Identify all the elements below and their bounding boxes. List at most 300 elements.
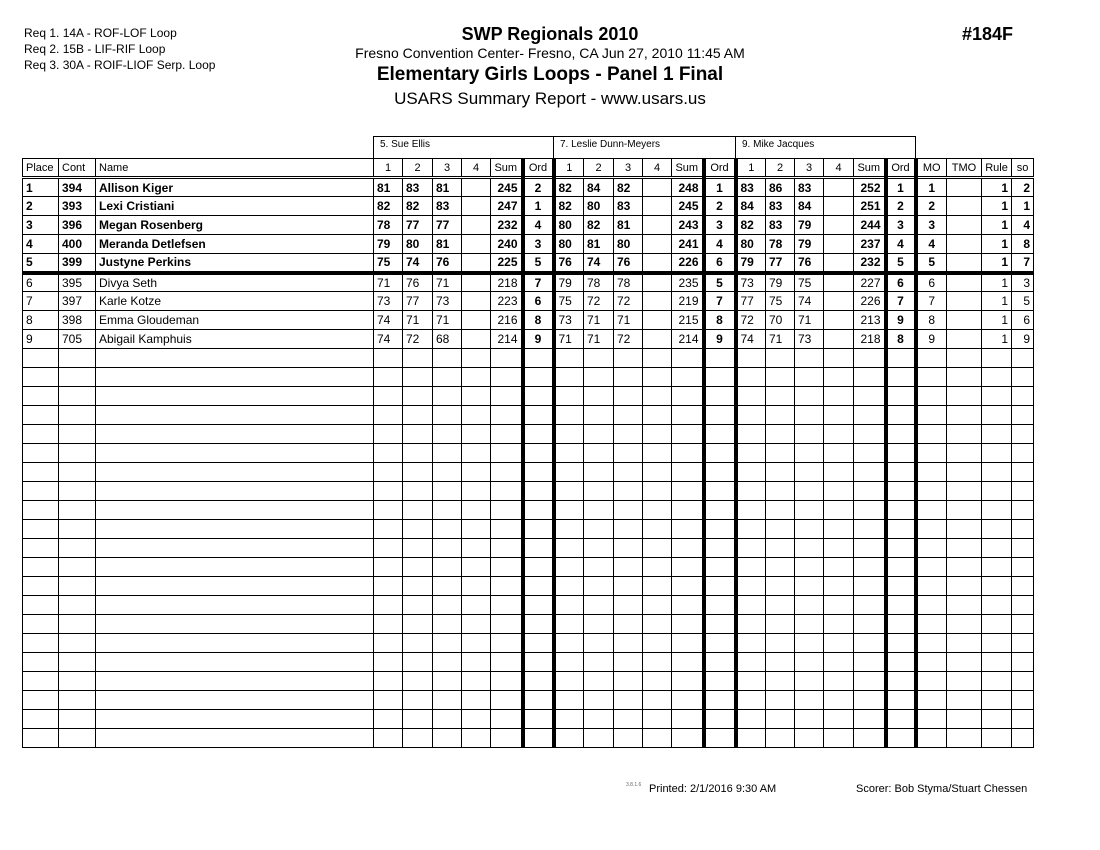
empty-cell bbox=[916, 596, 947, 615]
empty-cell bbox=[672, 349, 704, 368]
empty-cell bbox=[584, 634, 614, 653]
empty-cell bbox=[23, 463, 59, 482]
empty-cell bbox=[704, 482, 736, 501]
empty-cell bbox=[403, 463, 433, 482]
empty-cell bbox=[523, 653, 554, 672]
score-cell: 84 bbox=[584, 178, 614, 197]
empty-cell bbox=[736, 691, 766, 710]
empty-cell bbox=[947, 444, 982, 463]
empty-cell bbox=[614, 710, 643, 729]
empty-cell bbox=[947, 653, 982, 672]
empty-cell bbox=[854, 653, 886, 672]
score-cell: 71 bbox=[766, 330, 795, 349]
sum-cell: 247 bbox=[491, 197, 523, 216]
score-cell bbox=[462, 254, 491, 273]
so-cell: 7 bbox=[1012, 254, 1034, 273]
empty-cell bbox=[403, 615, 433, 634]
empty-row bbox=[23, 577, 1034, 596]
empty-cell bbox=[947, 501, 982, 520]
empty-cell bbox=[59, 520, 96, 539]
empty-row bbox=[23, 558, 1034, 577]
empty-cell bbox=[59, 482, 96, 501]
score-cell: 81 bbox=[374, 178, 403, 197]
empty-cell bbox=[59, 653, 96, 672]
place-cell: 1 bbox=[23, 178, 59, 197]
skater-name-cell: Meranda Detlefsen bbox=[96, 235, 374, 254]
empty-cell bbox=[1012, 425, 1034, 444]
event-title: Elementary Girls Loops - Panel 1 Final bbox=[376, 64, 724, 85]
empty-cell bbox=[462, 444, 491, 463]
score-cell bbox=[643, 235, 672, 254]
empty-cell bbox=[982, 463, 1012, 482]
empty-cell bbox=[1012, 729, 1034, 748]
empty-cell bbox=[916, 387, 947, 406]
empty-cell bbox=[916, 349, 947, 368]
empty-cell bbox=[614, 577, 643, 596]
empty-row bbox=[23, 482, 1034, 501]
empty-cell bbox=[96, 501, 374, 520]
col-j1-2: 2 bbox=[403, 159, 433, 178]
empty-cell bbox=[704, 425, 736, 444]
empty-cell bbox=[403, 729, 433, 748]
empty-cell bbox=[947, 520, 982, 539]
empty-cell bbox=[584, 482, 614, 501]
empty-cell bbox=[554, 672, 584, 691]
empty-cell bbox=[491, 634, 523, 653]
empty-cell bbox=[704, 672, 736, 691]
score-cell: 78 bbox=[584, 273, 614, 292]
tmo-cell bbox=[947, 216, 982, 235]
empty-cell bbox=[916, 691, 947, 710]
place-cell: 2 bbox=[23, 197, 59, 216]
empty-cell bbox=[1012, 634, 1034, 653]
empty-cell bbox=[886, 672, 916, 691]
empty-cell bbox=[23, 406, 59, 425]
ordinal-cell: 5 bbox=[704, 273, 736, 292]
empty-cell bbox=[523, 558, 554, 577]
sum-cell: 252 bbox=[854, 178, 886, 197]
empty-cell bbox=[523, 596, 554, 615]
empty-cell bbox=[643, 349, 672, 368]
empty-cell bbox=[403, 501, 433, 520]
ordinal-cell: 2 bbox=[523, 178, 554, 197]
empty-cell bbox=[523, 672, 554, 691]
empty-cell bbox=[523, 615, 554, 634]
empty-cell bbox=[374, 672, 403, 691]
empty-cell bbox=[523, 368, 554, 387]
empty-cell bbox=[854, 425, 886, 444]
empty-cell bbox=[403, 406, 433, 425]
empty-cell bbox=[462, 368, 491, 387]
empty-cell bbox=[59, 368, 96, 387]
score-cell: 72 bbox=[736, 311, 766, 330]
empty-cell bbox=[672, 425, 704, 444]
score-cell: 73 bbox=[795, 330, 824, 349]
empty-cell bbox=[643, 577, 672, 596]
empty-cell bbox=[614, 729, 643, 748]
score-cell bbox=[824, 216, 854, 235]
empty-cell bbox=[374, 368, 403, 387]
empty-cell bbox=[854, 672, 886, 691]
empty-cell bbox=[374, 520, 403, 539]
empty-cell bbox=[584, 425, 614, 444]
empty-cell bbox=[982, 615, 1012, 634]
score-cell: 78 bbox=[766, 235, 795, 254]
empty-cell bbox=[916, 710, 947, 729]
ordinal-cell: 1 bbox=[523, 197, 554, 216]
score-cell: 82 bbox=[584, 216, 614, 235]
empty-cell bbox=[614, 482, 643, 501]
empty-cell bbox=[766, 520, 795, 539]
empty-cell bbox=[374, 634, 403, 653]
empty-cell bbox=[795, 615, 824, 634]
score-cell: 83 bbox=[614, 197, 643, 216]
score-cell: 84 bbox=[795, 197, 824, 216]
ordinal-cell: 3 bbox=[886, 216, 916, 235]
empty-cell bbox=[59, 463, 96, 482]
empty-cell bbox=[854, 539, 886, 558]
empty-cell bbox=[614, 672, 643, 691]
score-cell: 79 bbox=[795, 235, 824, 254]
empty-cell bbox=[854, 691, 886, 710]
score-cell: 76 bbox=[795, 254, 824, 273]
ordinal-cell: 6 bbox=[886, 273, 916, 292]
empty-cell bbox=[916, 425, 947, 444]
empty-cell bbox=[614, 444, 643, 463]
empty-cell bbox=[96, 729, 374, 748]
empty-cell bbox=[916, 577, 947, 596]
sum-cell: 235 bbox=[672, 273, 704, 292]
empty-cell bbox=[374, 387, 403, 406]
rule-cell: 1 bbox=[982, 273, 1012, 292]
score-cell: 74 bbox=[403, 254, 433, 273]
empty-cell bbox=[916, 520, 947, 539]
empty-cell bbox=[736, 596, 766, 615]
col-j1-4: 4 bbox=[462, 159, 491, 178]
empty-cell bbox=[704, 691, 736, 710]
score-cell bbox=[643, 178, 672, 197]
empty-cell bbox=[491, 596, 523, 615]
col-j2-sum: Sum bbox=[672, 159, 704, 178]
score-cell: 82 bbox=[554, 197, 584, 216]
empty-cell bbox=[947, 615, 982, 634]
empty-cell bbox=[96, 368, 374, 387]
empty-cell bbox=[736, 634, 766, 653]
empty-cell bbox=[704, 520, 736, 539]
empty-cell bbox=[886, 482, 916, 501]
skater-name-cell: Lexi Cristiani bbox=[96, 197, 374, 216]
empty-cell bbox=[96, 425, 374, 444]
empty-cell bbox=[704, 539, 736, 558]
empty-cell bbox=[824, 634, 854, 653]
empty-cell bbox=[23, 729, 59, 748]
empty-cell bbox=[554, 691, 584, 710]
place-cell: 4 bbox=[23, 235, 59, 254]
score-cell: 73 bbox=[374, 292, 403, 311]
empty-cell bbox=[982, 501, 1012, 520]
score-cell bbox=[643, 292, 672, 311]
empty-cell bbox=[523, 349, 554, 368]
empty-cell bbox=[523, 710, 554, 729]
empty-cell bbox=[854, 634, 886, 653]
empty-cell bbox=[982, 710, 1012, 729]
empty-cell bbox=[23, 615, 59, 634]
empty-cell bbox=[704, 444, 736, 463]
tmo-cell bbox=[947, 254, 982, 273]
col-name: Name bbox=[96, 159, 374, 178]
empty-cell bbox=[584, 387, 614, 406]
score-cell bbox=[462, 292, 491, 311]
so-cell: 4 bbox=[1012, 216, 1034, 235]
rule-cell: 1 bbox=[982, 311, 1012, 330]
empty-cell bbox=[584, 501, 614, 520]
sum-cell: 232 bbox=[854, 254, 886, 273]
contestant-number-cell: 393 bbox=[59, 197, 96, 216]
score-cell: 75 bbox=[374, 254, 403, 273]
score-cell bbox=[462, 216, 491, 235]
empty-cell bbox=[886, 444, 916, 463]
empty-cell bbox=[824, 349, 854, 368]
col-j1-sum: Sum bbox=[491, 159, 523, 178]
event-number: #184F bbox=[962, 24, 1014, 44]
table-row bbox=[23, 216, 1034, 235]
score-cell bbox=[462, 197, 491, 216]
empty-cell bbox=[433, 444, 462, 463]
empty-cell bbox=[643, 444, 672, 463]
empty-cell bbox=[584, 539, 614, 558]
score-cell bbox=[462, 235, 491, 254]
empty-cell bbox=[374, 501, 403, 520]
empty-cell bbox=[491, 463, 523, 482]
score-cell: 81 bbox=[433, 178, 462, 197]
empty-cell bbox=[554, 520, 584, 539]
empty-cell bbox=[704, 710, 736, 729]
empty-cell bbox=[886, 710, 916, 729]
empty-cell bbox=[736, 729, 766, 748]
empty-cell bbox=[523, 444, 554, 463]
empty-cell bbox=[736, 406, 766, 425]
empty-cell bbox=[886, 406, 916, 425]
empty-cell bbox=[824, 406, 854, 425]
empty-cell bbox=[614, 558, 643, 577]
score-cell: 68 bbox=[433, 330, 462, 349]
mo-cell: 5 bbox=[916, 254, 947, 273]
empty-cell bbox=[403, 539, 433, 558]
empty-cell bbox=[886, 615, 916, 634]
empty-cell bbox=[614, 387, 643, 406]
empty-row bbox=[23, 672, 1034, 691]
col-j1-1: 1 bbox=[374, 159, 403, 178]
empty-cell bbox=[854, 482, 886, 501]
empty-row bbox=[23, 349, 1034, 368]
empty-cell bbox=[23, 368, 59, 387]
empty-cell bbox=[614, 539, 643, 558]
contestant-number-cell: 705 bbox=[59, 330, 96, 349]
empty-cell bbox=[795, 482, 824, 501]
score-cell: 76 bbox=[614, 254, 643, 273]
empty-cell bbox=[824, 425, 854, 444]
empty-cell bbox=[736, 672, 766, 691]
score-cell bbox=[643, 197, 672, 216]
empty-cell bbox=[23, 596, 59, 615]
printed-timestamp: Printed: 2/1/2016 9:30 AM bbox=[649, 783, 777, 795]
empty-cell bbox=[1012, 406, 1034, 425]
empty-cell bbox=[736, 368, 766, 387]
table-row bbox=[23, 292, 1034, 311]
empty-cell bbox=[523, 425, 554, 444]
ordinal-cell: 4 bbox=[886, 235, 916, 254]
empty-cell bbox=[704, 653, 736, 672]
empty-cell bbox=[886, 653, 916, 672]
empty-cell bbox=[1012, 558, 1034, 577]
rule-cell: 1 bbox=[982, 330, 1012, 349]
tmo-cell bbox=[947, 197, 982, 216]
tmo-cell bbox=[947, 292, 982, 311]
empty-cell bbox=[795, 501, 824, 520]
empty-cell bbox=[554, 558, 584, 577]
score-cell bbox=[824, 292, 854, 311]
score-cell: 71 bbox=[584, 311, 614, 330]
score-cell: 74 bbox=[736, 330, 766, 349]
empty-cell bbox=[672, 406, 704, 425]
ordinal-cell: 6 bbox=[523, 292, 554, 311]
empty-cell bbox=[374, 710, 403, 729]
empty-cell bbox=[886, 425, 916, 444]
empty-cell bbox=[795, 634, 824, 653]
score-cell: 72 bbox=[614, 292, 643, 311]
score-cell: 82 bbox=[554, 178, 584, 197]
empty-cell bbox=[23, 539, 59, 558]
empty-row bbox=[23, 615, 1034, 634]
empty-cell bbox=[916, 653, 947, 672]
empty-cell bbox=[982, 558, 1012, 577]
empty-cell bbox=[554, 387, 584, 406]
empty-cell bbox=[403, 596, 433, 615]
rule-cell: 1 bbox=[982, 197, 1012, 216]
contestant-number-cell: 397 bbox=[59, 292, 96, 311]
empty-cell bbox=[672, 691, 704, 710]
empty-cell bbox=[374, 729, 403, 748]
empty-cell bbox=[554, 634, 584, 653]
empty-cell bbox=[854, 463, 886, 482]
empty-cell bbox=[59, 387, 96, 406]
empty-cell bbox=[736, 425, 766, 444]
empty-cell bbox=[403, 444, 433, 463]
empty-cell bbox=[433, 349, 462, 368]
empty-cell bbox=[584, 577, 614, 596]
empty-row bbox=[23, 653, 1034, 672]
skater-name-cell: Megan Rosenberg bbox=[96, 216, 374, 235]
col-j1-ord: Ord bbox=[523, 159, 554, 178]
empty-cell bbox=[854, 520, 886, 539]
col-j2-ord: Ord bbox=[704, 159, 736, 178]
score-cell: 74 bbox=[374, 311, 403, 330]
col-j2-3: 3 bbox=[614, 159, 643, 178]
col-j3-4: 4 bbox=[824, 159, 854, 178]
empty-cell bbox=[462, 729, 491, 748]
empty-cell bbox=[491, 672, 523, 691]
empty-cell bbox=[643, 539, 672, 558]
empty-cell bbox=[462, 425, 491, 444]
score-cell: 82 bbox=[736, 216, 766, 235]
empty-cell bbox=[554, 406, 584, 425]
empty-cell bbox=[886, 558, 916, 577]
score-cell: 71 bbox=[795, 311, 824, 330]
empty-cell bbox=[59, 577, 96, 596]
empty-cell bbox=[433, 501, 462, 520]
score-cell: 79 bbox=[736, 254, 766, 273]
empty-cell bbox=[916, 406, 947, 425]
skater-name-cell: Karle Kotze bbox=[96, 292, 374, 311]
empty-cell bbox=[403, 387, 433, 406]
empty-cell bbox=[59, 406, 96, 425]
empty-cell bbox=[23, 558, 59, 577]
empty-cell bbox=[672, 520, 704, 539]
rule-cell: 1 bbox=[982, 216, 1012, 235]
skater-name-cell: Justyne Perkins bbox=[96, 254, 374, 273]
empty-cell bbox=[614, 368, 643, 387]
sum-cell: 245 bbox=[491, 178, 523, 197]
col-j2-2: 2 bbox=[584, 159, 614, 178]
empty-cell bbox=[672, 577, 704, 596]
empty-cell bbox=[672, 501, 704, 520]
empty-cell bbox=[736, 501, 766, 520]
empty-cell bbox=[736, 558, 766, 577]
empty-row bbox=[23, 520, 1034, 539]
empty-cell bbox=[23, 653, 59, 672]
empty-cell bbox=[704, 406, 736, 425]
empty-cell bbox=[491, 406, 523, 425]
empty-cell bbox=[947, 672, 982, 691]
col-place: Place bbox=[23, 159, 59, 178]
empty-cell bbox=[886, 634, 916, 653]
empty-cell bbox=[96, 463, 374, 482]
score-cell: 72 bbox=[614, 330, 643, 349]
empty-cell bbox=[374, 653, 403, 672]
ordinal-cell: 9 bbox=[523, 330, 554, 349]
empty-cell bbox=[766, 615, 795, 634]
empty-cell bbox=[96, 349, 374, 368]
empty-row bbox=[23, 539, 1034, 558]
empty-cell bbox=[491, 691, 523, 710]
empty-cell bbox=[59, 634, 96, 653]
col-j1-3: 3 bbox=[433, 159, 462, 178]
score-cell: 71 bbox=[584, 330, 614, 349]
empty-cell bbox=[1012, 710, 1034, 729]
empty-cell bbox=[403, 349, 433, 368]
empty-cell bbox=[96, 520, 374, 539]
empty-cell bbox=[462, 463, 491, 482]
empty-cell bbox=[795, 672, 824, 691]
score-cell bbox=[462, 311, 491, 330]
empty-cell bbox=[1012, 482, 1034, 501]
empty-cell bbox=[23, 425, 59, 444]
empty-cell bbox=[854, 387, 886, 406]
score-cell bbox=[643, 330, 672, 349]
sum-cell: 245 bbox=[672, 197, 704, 216]
score-cell bbox=[824, 254, 854, 273]
empty-cell bbox=[947, 577, 982, 596]
score-cell bbox=[824, 235, 854, 254]
empty-cell bbox=[982, 349, 1012, 368]
empty-cell bbox=[491, 577, 523, 596]
score-cell bbox=[643, 216, 672, 235]
empty-cell bbox=[704, 463, 736, 482]
empty-cell bbox=[947, 425, 982, 444]
score-cell: 82 bbox=[403, 197, 433, 216]
empty-cell bbox=[1012, 387, 1034, 406]
empty-cell bbox=[523, 501, 554, 520]
